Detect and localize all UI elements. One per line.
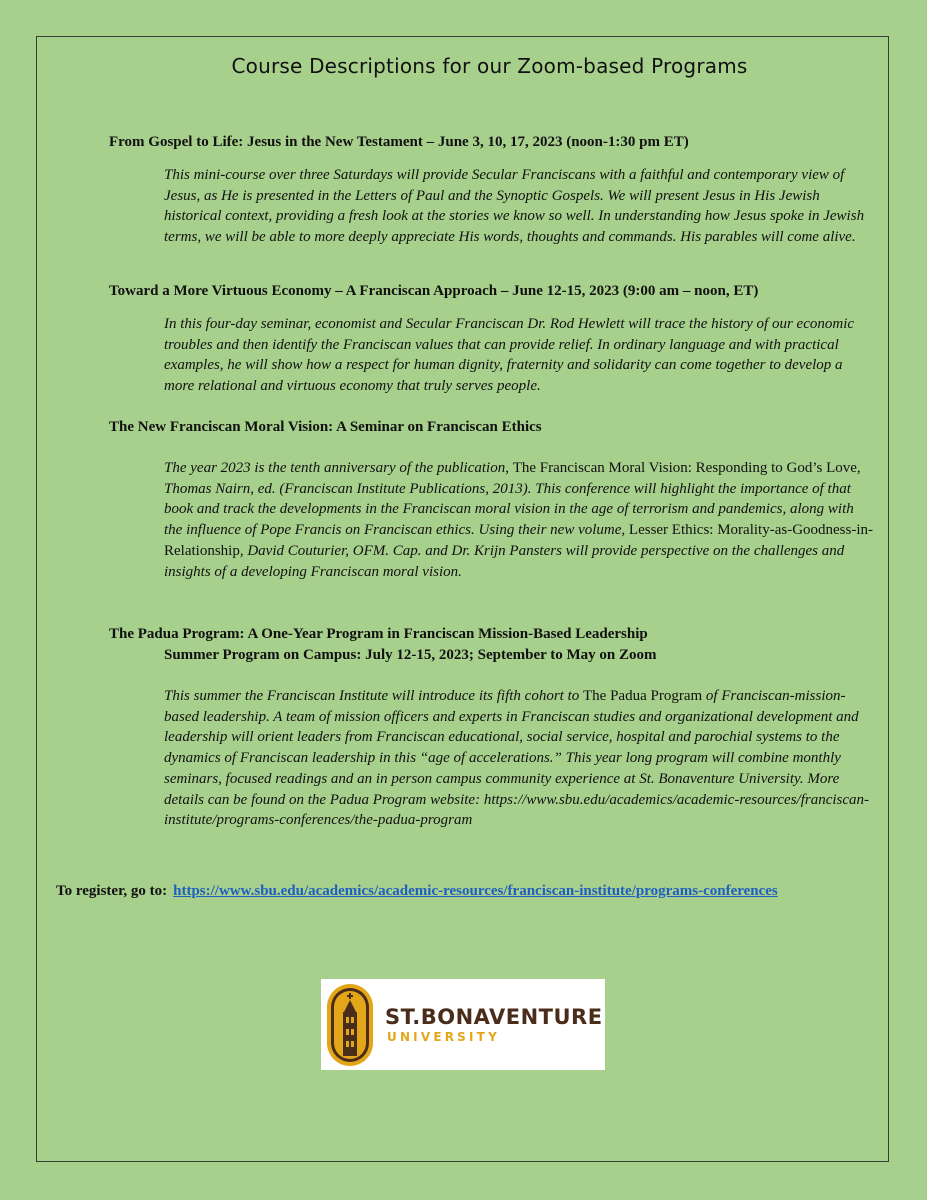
padua-title: The Padua Program: A One-Year Program in Franciscan Mission-Based Leadership xyxy=(109,626,648,642)
course-description-economy: In this four-day seminar, economist and Secular Franciscan Dr. Rod Hewlett will trace the history of our economic troubles and then identify the Franciscan values that can provide relief. In ordinary language and with practical examples, he will show how a respect for human dignity, fraternity and solidarity can come together to develop a more relational and virtuous economy that truly serves people. xyxy=(164,316,855,395)
desc-text: The year 2023 is the tenth anniversary of the publication, xyxy=(164,460,513,476)
course-heading-gospel: From Gospel to Life: Jesus in the New Testament – June 3, 10, 17, 2023 (noon-1:30 pm ET) xyxy=(109,134,689,150)
padua-subheading: Summer Program on Campus: July 12-15, 2023; September to May on Zoom xyxy=(164,647,657,663)
course-heading-economy: Toward a More Virtuous Economy – A Franciscan Approach – June 12-15, 2023 (9:00 am – noon, ET) xyxy=(109,283,759,299)
desc-text: This summer the Franciscan Institute will introduce its fifth cohort to xyxy=(164,688,584,704)
course-description-gospel: This mini-course over three Saturdays will provide Secular Franciscans with a faithful and contemporary view of Jesus, as He is presented in the Letters of Paul and the Synoptic Gospels. We will present Jesus in His Jewish historical context, providing a fresh look at the stories we know so well. In understanding how Jesus spoke in Jewish terms, we will be able to more deeply appreciate His words, thoughts and commands. His parables will come alive. xyxy=(164,167,865,246)
logo-subname: UNIVERSITY xyxy=(387,1030,500,1044)
register-label: To register, go to: xyxy=(56,883,168,899)
register-line xyxy=(56,883,778,900)
desc-text: Thomas Nairn, ed. (Franciscan Institute Publications, 2013). This conference will highlight the importance of that book and track the developments in the Franciscan moral vision in the age of terrorism and pandemics, along with the influence of Pope Francis on Franciscan ethics. Using their new volume, xyxy=(164,480,854,539)
program-name-padua: The Padua Program xyxy=(583,688,703,704)
book-title-lesser-ethics: Lesser Ethics: Morality-as-Goodness-in-Relationship, xyxy=(164,522,874,559)
book-title-moral-vision: The Franciscan Moral Vision: Responding to God’s Love, xyxy=(512,460,861,476)
bell-tower-icon xyxy=(321,979,385,1070)
desc-text: of Franciscan-mission-based leadership. A team of mission officers and experts in Franciscan studies and organizational development and leadership will orient leaders from Franciscan educational, social service, hospital and parochial systems to the dynamics of Franciscan leadership in this “age of accelerations.” This year long program will combine monthly seminars, focused readings and an in person campus community experience at St. Bonaventure University. More details can be found on the Padua Program website: https://www.sbu.edu/academics/academic-resources/franciscan-institute/programs-conferences/the-padua-program xyxy=(164,688,870,829)
course-description-moral-vision xyxy=(164,458,874,582)
course-description-padua xyxy=(164,686,874,831)
desc-text: David Couturier, OFM. Cap. and Dr. Krijn Pansters will provide perspective on the challenges and insights of a developing Franciscan moral vision. xyxy=(164,542,845,580)
register-link[interactable]: https://www.sbu.edu/academics/academic-resources/franciscan-institute/programs-conferences xyxy=(173,883,778,899)
course-heading-moral-vision: The New Franciscan Moral Vision: A Seminar on Franciscan Ethics xyxy=(109,419,542,435)
page-title: Course Descriptions for our Zoom-based Programs xyxy=(231,54,748,78)
university-logo xyxy=(321,979,605,1070)
logo-name: ST.BONAVENTURE xyxy=(385,1005,603,1029)
course-heading-padua xyxy=(109,624,656,666)
